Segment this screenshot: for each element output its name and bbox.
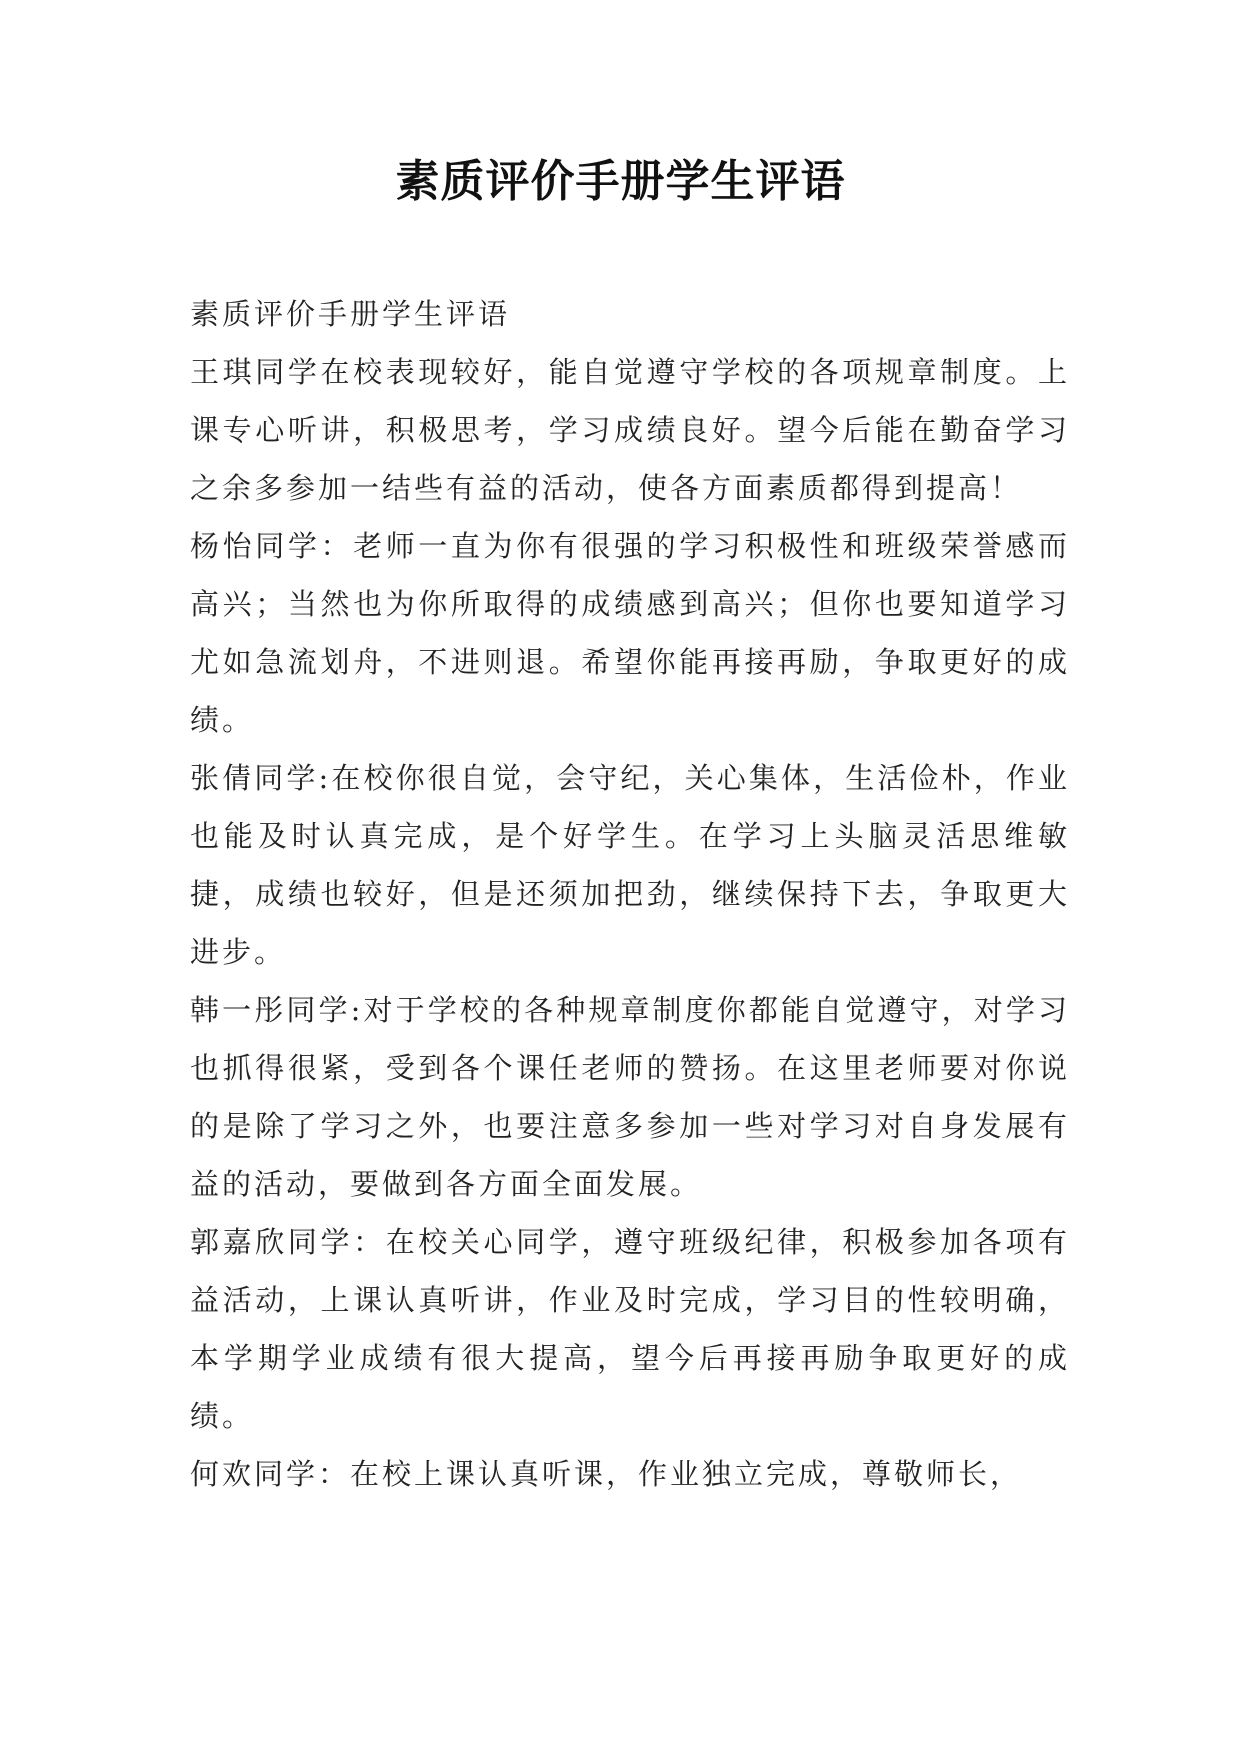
comment-paragraph-zhang-qian: 张倩同学:在校你很自觉，会守纪，关心集体，生活俭朴，作业也能及时认真完成，是个好学生。在学习上头脑灵活思维敏捷，成绩也较好，但是还须加把劲，继续保持下去，争取更大进步。: [190, 761, 1070, 969]
comment-paragraph-yang-yi: 杨怡同学：老师一直为你有很强的学习积极性和班级荣誉感而高兴；当然也为你所取得的成绩感到高兴；但你也要知道学习尤如急流划舟，不进则退。希望你能再接再励，争取更好的成绩。: [190, 529, 1070, 737]
document-title: 素质评价手册学生评语: [395, 156, 846, 207]
comment-paragraph-wang-qi: 王琪同学在校表现较好，能自觉遵守学校的各项规章制度。上课专心听讲，积极思考，学习成绩良好。望今后能在勤奋学习之余多参加一结些有益的活动，使各方面素质都得到提高！: [190, 355, 1070, 505]
comment-paragraph-he-huan: 何欢同学：在校上课认真听课，作业独立完成，尊敬师长，: [190, 1457, 1023, 1491]
document-body: [190, 285, 1070, 1503]
subtitle-paragraph: 素质评价手册学生评语: [190, 297, 511, 331]
comment-paragraph-han-yitong: 韩一彤同学:对于学校的各种规章制度你都能自觉遵守，对学习也抓得很紧，受到各个课任老师的赞扬。在这里老师要对你说的是除了学习之外，也要注意多参加一些对学习对自身发展有益的活动，要做到各方面全面发展。: [190, 993, 1070, 1201]
comment-paragraph-guo-jiaxin: 郭嘉欣同学：在校关心同学，遵守班级纪律，积极参加各项有益活动，上课认真听讲，作业及时完成，学习目的性较明确，本学期学业成绩有很大提高，望今后再接再励争取更好的成绩。: [190, 1225, 1070, 1433]
